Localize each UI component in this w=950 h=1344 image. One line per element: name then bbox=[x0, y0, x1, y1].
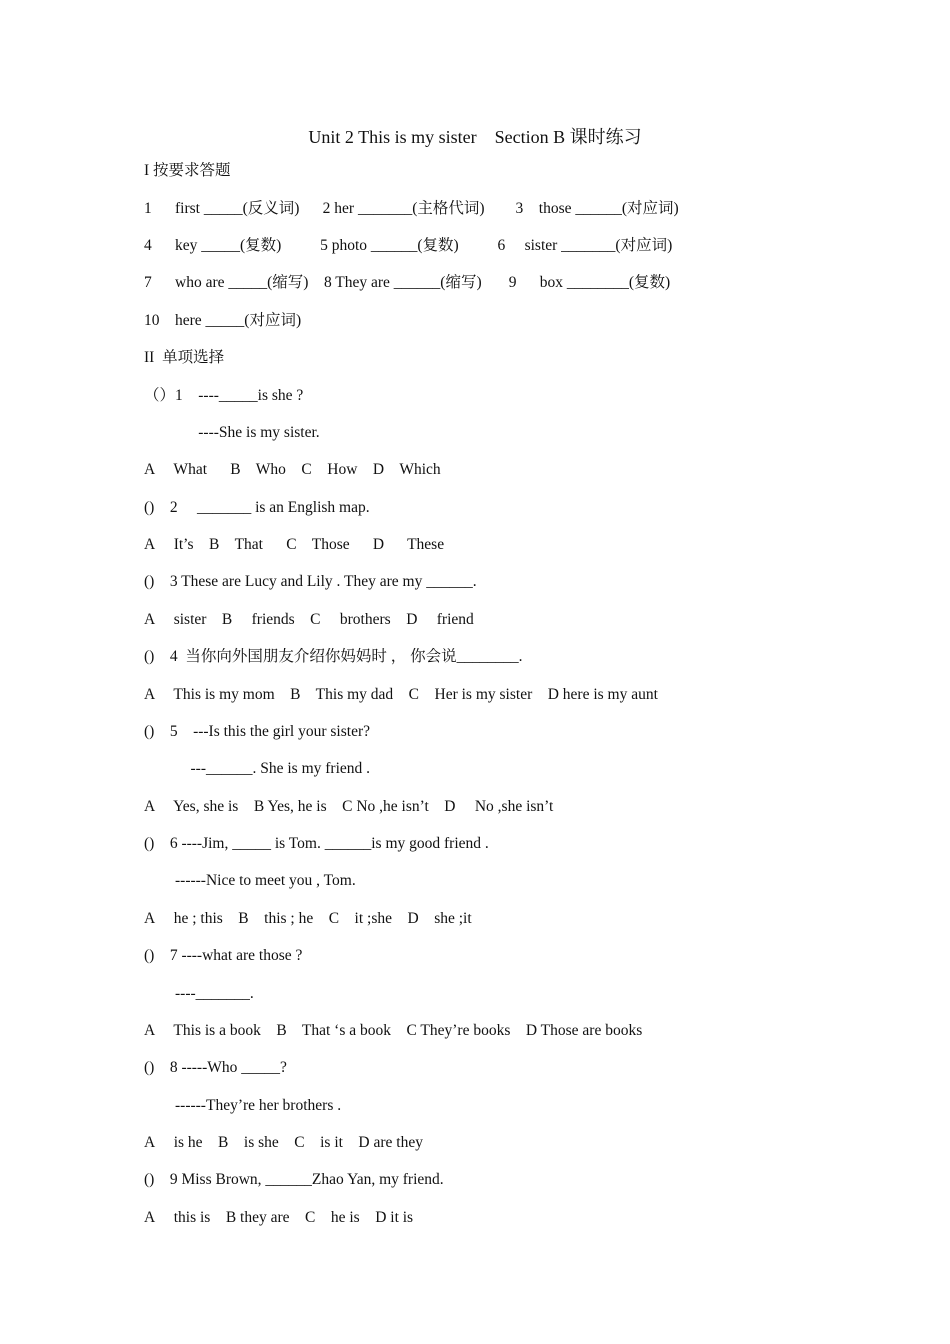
question-line: ------Nice to meet you , Tom. bbox=[144, 872, 356, 889]
exercise-line: 4 key _____(复数) 5 photo ______(复数) 6 sister _______(对应词) bbox=[144, 237, 673, 254]
options-line: A is he B is she C is it D are they bbox=[144, 1134, 423, 1151]
question-line: () 2 _______ is an English map. bbox=[144, 499, 370, 516]
options-line: A he ; this B this ; he C it ;she D she ;it bbox=[144, 910, 472, 927]
page-title: Unit 2 This is my sister Section B 课时练习 bbox=[308, 127, 642, 147]
question-line: () 5 ---Is this the girl your sister? bbox=[144, 723, 370, 740]
question-line: ----_______. bbox=[144, 985, 254, 1002]
question-line: ----She is my sister. bbox=[144, 424, 320, 441]
question-line: () 3 These are Lucy and Lily . They are my ______. bbox=[144, 573, 477, 590]
options-line: A What B Who C How D Which bbox=[144, 461, 441, 478]
question-line: （）1 ----_____is she ? bbox=[144, 387, 304, 404]
options-line: A sister B friends C brothers D friend bbox=[144, 611, 474, 628]
section-heading-2: II 单项选择 bbox=[144, 349, 225, 366]
exercise-line: 10 here _____(对应词) bbox=[144, 312, 302, 329]
question-line: () 4 当你向外国朋友介绍你妈妈时 ， 你会说________. bbox=[144, 648, 523, 665]
options-line: A this is B they are C he is D it is bbox=[144, 1209, 414, 1226]
options-line: A Yes, she is B Yes, he is C No ,he isn’t D No ,she isn’t bbox=[144, 798, 554, 815]
section-heading-1: I 按要求答题 bbox=[144, 162, 231, 179]
question-line: () 6 ----Jim, _____ is Tom. ______is my good friend . bbox=[144, 835, 489, 852]
options-line: A It’s B That C Those D These bbox=[144, 536, 445, 553]
question-line: ------They’re her brothers . bbox=[144, 1097, 342, 1114]
question-line: () 8 -----Who _____? bbox=[144, 1059, 287, 1076]
question-line: () 7 ----what are those ? bbox=[144, 947, 303, 964]
question-line: ---______. She is my friend . bbox=[144, 760, 371, 777]
options-line: A This is a book B That ‘s a book C They’re books D Those are books bbox=[144, 1022, 643, 1039]
options-line: A This is my mom B This my dad C Her is my sister D here is my aunt bbox=[144, 686, 658, 703]
question-line: () 9 Miss Brown, ______Zhao Yan, my friend. bbox=[144, 1171, 444, 1188]
exercise-line: 1 first _____(反义词) 2 her _______(主格代词) 3 those ______(对应词) bbox=[144, 200, 679, 217]
exercise-line: 7 who are _____(缩写) 8 They are ______(缩写) 9 box ________(复数) bbox=[144, 274, 671, 291]
